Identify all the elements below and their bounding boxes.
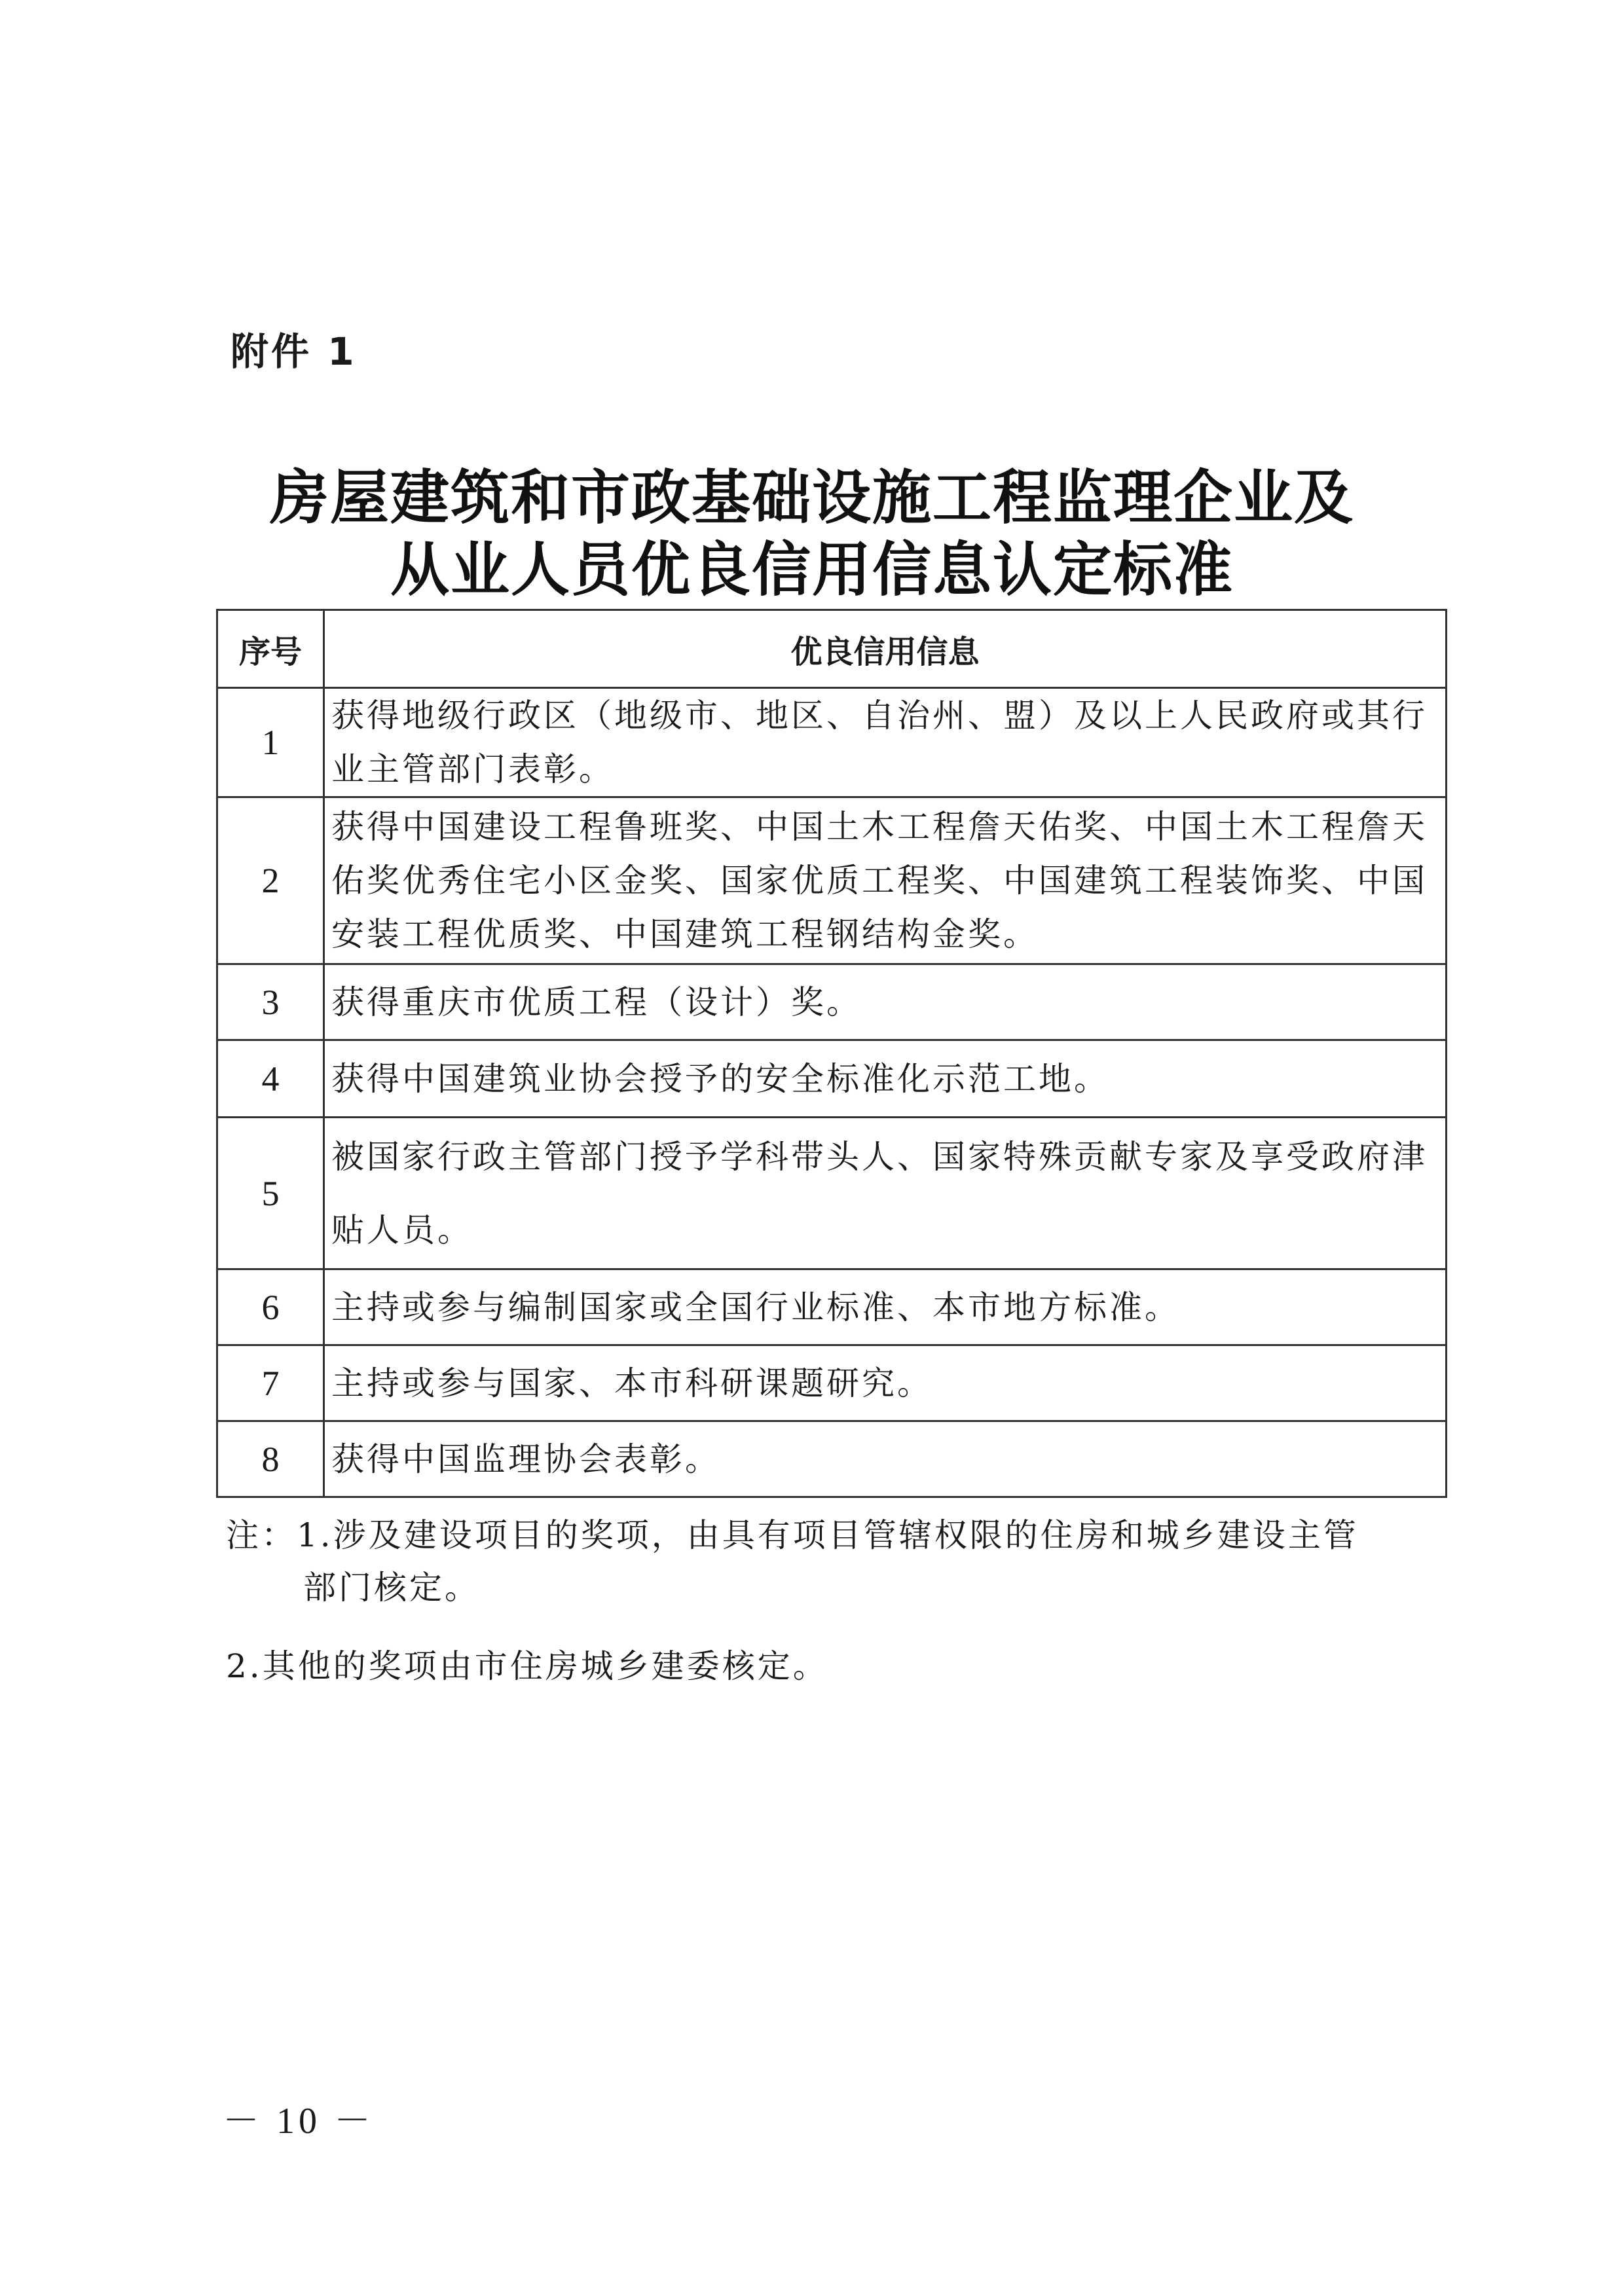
table-row xyxy=(217,1269,1447,1345)
row-number: 8 xyxy=(217,1421,324,1497)
header-credit-info: 优良信用信息 xyxy=(324,610,1447,688)
page-number: － 10 － xyxy=(223,2101,375,2141)
row-text: 获得地级行政区（地级市、地区、自治州、盟）及以上人民政府或其行业主管部门表彰。 xyxy=(324,688,1447,797)
table-row xyxy=(217,1040,1447,1118)
row-number: 2 xyxy=(217,797,324,964)
row-number: 7 xyxy=(217,1345,324,1421)
note-1-line1: 注：1.涉及建设项目的奖项，由具有项目管辖权限的住房和城乡建设主管 xyxy=(226,1516,1359,1554)
row-number: 3 xyxy=(217,964,324,1040)
table-row xyxy=(217,797,1447,964)
row-text: 被国家行政主管部门授予学科带头人、国家特殊贡献专家及享受政府津贴人员。 xyxy=(324,1118,1447,1269)
table-row xyxy=(217,1345,1447,1421)
document-title-line2: 从业人员优良信用信息认定标准 xyxy=(390,535,1234,604)
row-number: 1 xyxy=(217,688,324,797)
row-number: 4 xyxy=(217,1040,324,1118)
row-text: 获得中国建筑业协会授予的安全标准化示范工地。 xyxy=(324,1040,1447,1118)
table-header-row xyxy=(217,610,1447,688)
table-row xyxy=(217,688,1447,797)
row-number: 5 xyxy=(217,1118,324,1269)
credit-standards-table xyxy=(216,609,1447,1498)
header-serial: 序号 xyxy=(217,610,324,688)
document-title-line1: 房屋建筑和市政基础设施工程监理企业及 xyxy=(270,463,1354,532)
note-1 xyxy=(226,1509,1450,1614)
note-2: 2.其他的奖项由市住房城乡建委核定。 xyxy=(226,1647,828,1685)
table-row xyxy=(217,1421,1447,1497)
row-number: 6 xyxy=(217,1269,324,1345)
table-row xyxy=(217,1118,1447,1269)
table-row xyxy=(217,964,1447,1040)
row-text: 获得中国监理协会表彰。 xyxy=(324,1421,1447,1497)
row-text: 获得中国建设工程鲁班奖、中国土木工程詹天佑奖、中国土木工程詹天佑奖优秀住宅小区金奖、国家优质工程奖、中国建筑工程装饰奖、中国安装工程优质奖、中国建筑工程钢结构金奖。 xyxy=(324,797,1447,964)
row-text: 获得重庆市优质工程（设计）奖。 xyxy=(324,964,1447,1040)
row-text: 主持或参与国家、本市科研课题研究。 xyxy=(324,1345,1447,1421)
note-1-line2: 部门核定。 xyxy=(303,1569,480,1607)
attachment-label: 附件 1 xyxy=(231,329,357,374)
row-text: 主持或参与编制国家或全国行业标准、本市地方标准。 xyxy=(324,1269,1447,1345)
